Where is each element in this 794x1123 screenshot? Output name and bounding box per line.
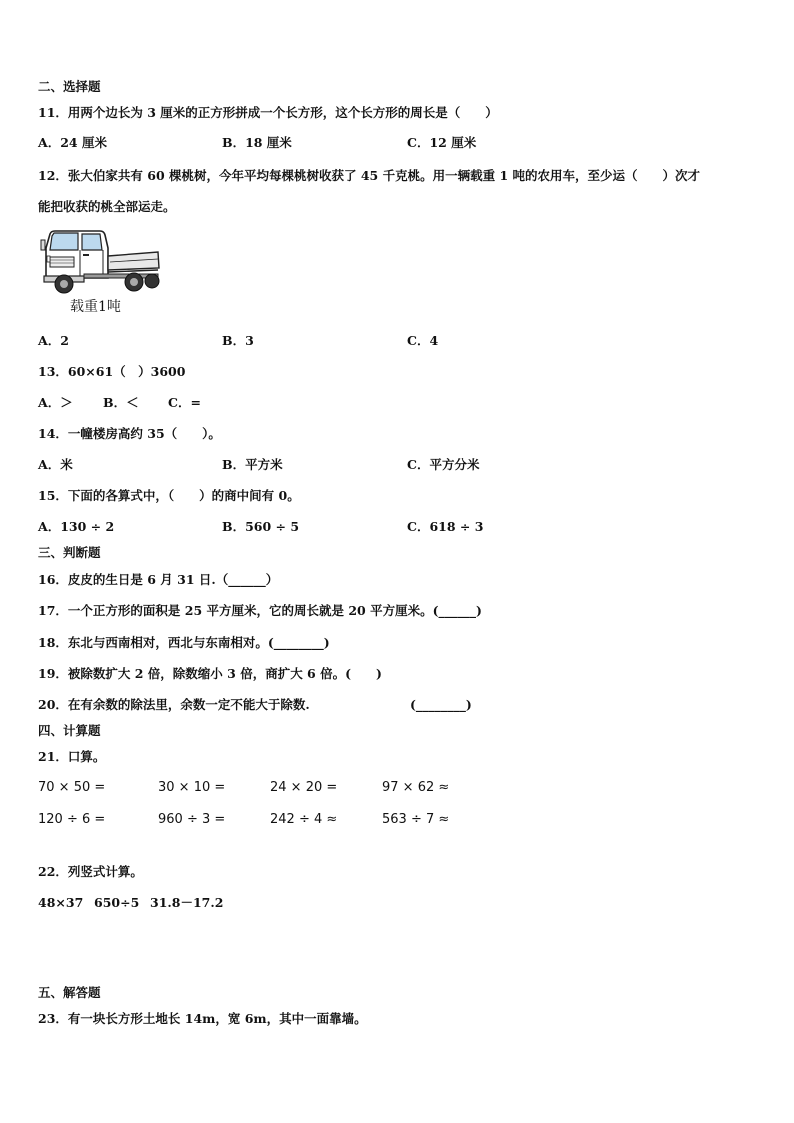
q13-option-c: C．= (168, 395, 201, 410)
q12-option-c: C．4 (407, 333, 439, 348)
mental-calc-item: 24 × 20 = (270, 780, 338, 795)
vertical-calc-item: 31.8－17.2 (150, 895, 224, 910)
q14-option-c: C．平方分米 (407, 457, 480, 472)
section-heading-judge: 三、判断题 (38, 545, 101, 560)
question-20: 20．在有余数的除法里，余数一定不能大于除数. (38, 697, 310, 712)
question-23: 23．有一块长方形土地长 14m，宽 6m，其中一面靠墙。 (38, 1011, 367, 1026)
q20-answer-blank: (________) (410, 697, 472, 712)
question-14: 14．一幢楼房高约 35（ ）。 (38, 426, 221, 441)
q13-option-b: B．＜ (103, 395, 139, 410)
question-16: 16．皮皮的生日是 6 月 31 日.（______） (38, 572, 279, 587)
q12-option-b: B．3 (222, 333, 254, 348)
q15-option-c: C．618 ÷ 3 (407, 519, 484, 534)
mental-calc-item: 97 × 62 ≈ (382, 780, 450, 795)
question-22-title: 22．列竖式计算。 (38, 864, 143, 879)
section-heading-choice: 二、选择题 (38, 79, 101, 94)
mental-calc-item: 70 × 50 = (38, 780, 106, 795)
q14-option-b: B．平方米 (222, 457, 283, 472)
truck-capacity-label: 载重1吨 (70, 299, 121, 315)
vertical-calc-item: 650÷5 (94, 895, 140, 910)
q11-option-b: B．18 厘米 (222, 135, 292, 150)
q14-option-a: A．米 (38, 457, 73, 472)
question-19: 19．被除数扩大 2 倍，除数缩小 3 倍，商扩大 6 倍。( ) (38, 666, 382, 681)
question-12-line2: 能把收获的桃全部运走。 (38, 199, 176, 214)
question-17: 17．一个正方形的面积是 25 平方厘米，它的周长就是 20 平方厘米。(______) (38, 603, 482, 618)
question-21-title: 21．口算。 (38, 749, 106, 764)
mental-calc-item: 120 ÷ 6 = (38, 812, 106, 827)
truck-illustration (38, 226, 163, 321)
q12-option-a: A．2 (38, 333, 69, 348)
question-12-line1: 12．张大伯家共有 60 棵桃树，今年平均每棵桃树收获了 45 千克桃。用一辆载重 1 吨的农用车，至少运（ ）次才 (38, 168, 700, 183)
q15-option-b: B．560 ÷ 5 (222, 519, 300, 534)
mental-calc-item: 242 ÷ 4 ≈ (270, 812, 338, 827)
mental-calc-item: 960 ÷ 3 = (158, 812, 226, 827)
section-heading-calc: 四、计算题 (38, 723, 101, 738)
question-18: 18．东北与西南相对，西北与东南相对。(________) (38, 635, 330, 650)
mental-calc-item: 563 ÷ 7 ≈ (382, 812, 450, 827)
question-13: 13．60×61（ ）3600 (38, 364, 186, 379)
truck-icon (38, 226, 163, 298)
q11-option-a: A．24 厘米 (38, 135, 107, 150)
question-11: 11．用两个边长为 3 厘米的正方形拼成一个长方形，这个长方形的周长是（ ） (38, 105, 498, 120)
section-heading-solve: 五、解答题 (38, 985, 101, 1000)
vertical-calc-item: 48×37 (38, 895, 84, 910)
q15-option-a: A．130 ÷ 2 (38, 519, 115, 534)
mental-calc-item: 30 × 10 = (158, 780, 226, 795)
q13-option-a: A．＞ (38, 395, 73, 410)
q11-option-c: C．12 厘米 (407, 135, 477, 150)
question-15: 15．下面的各算式中，（ ）的商中间有 0。 (38, 488, 300, 503)
